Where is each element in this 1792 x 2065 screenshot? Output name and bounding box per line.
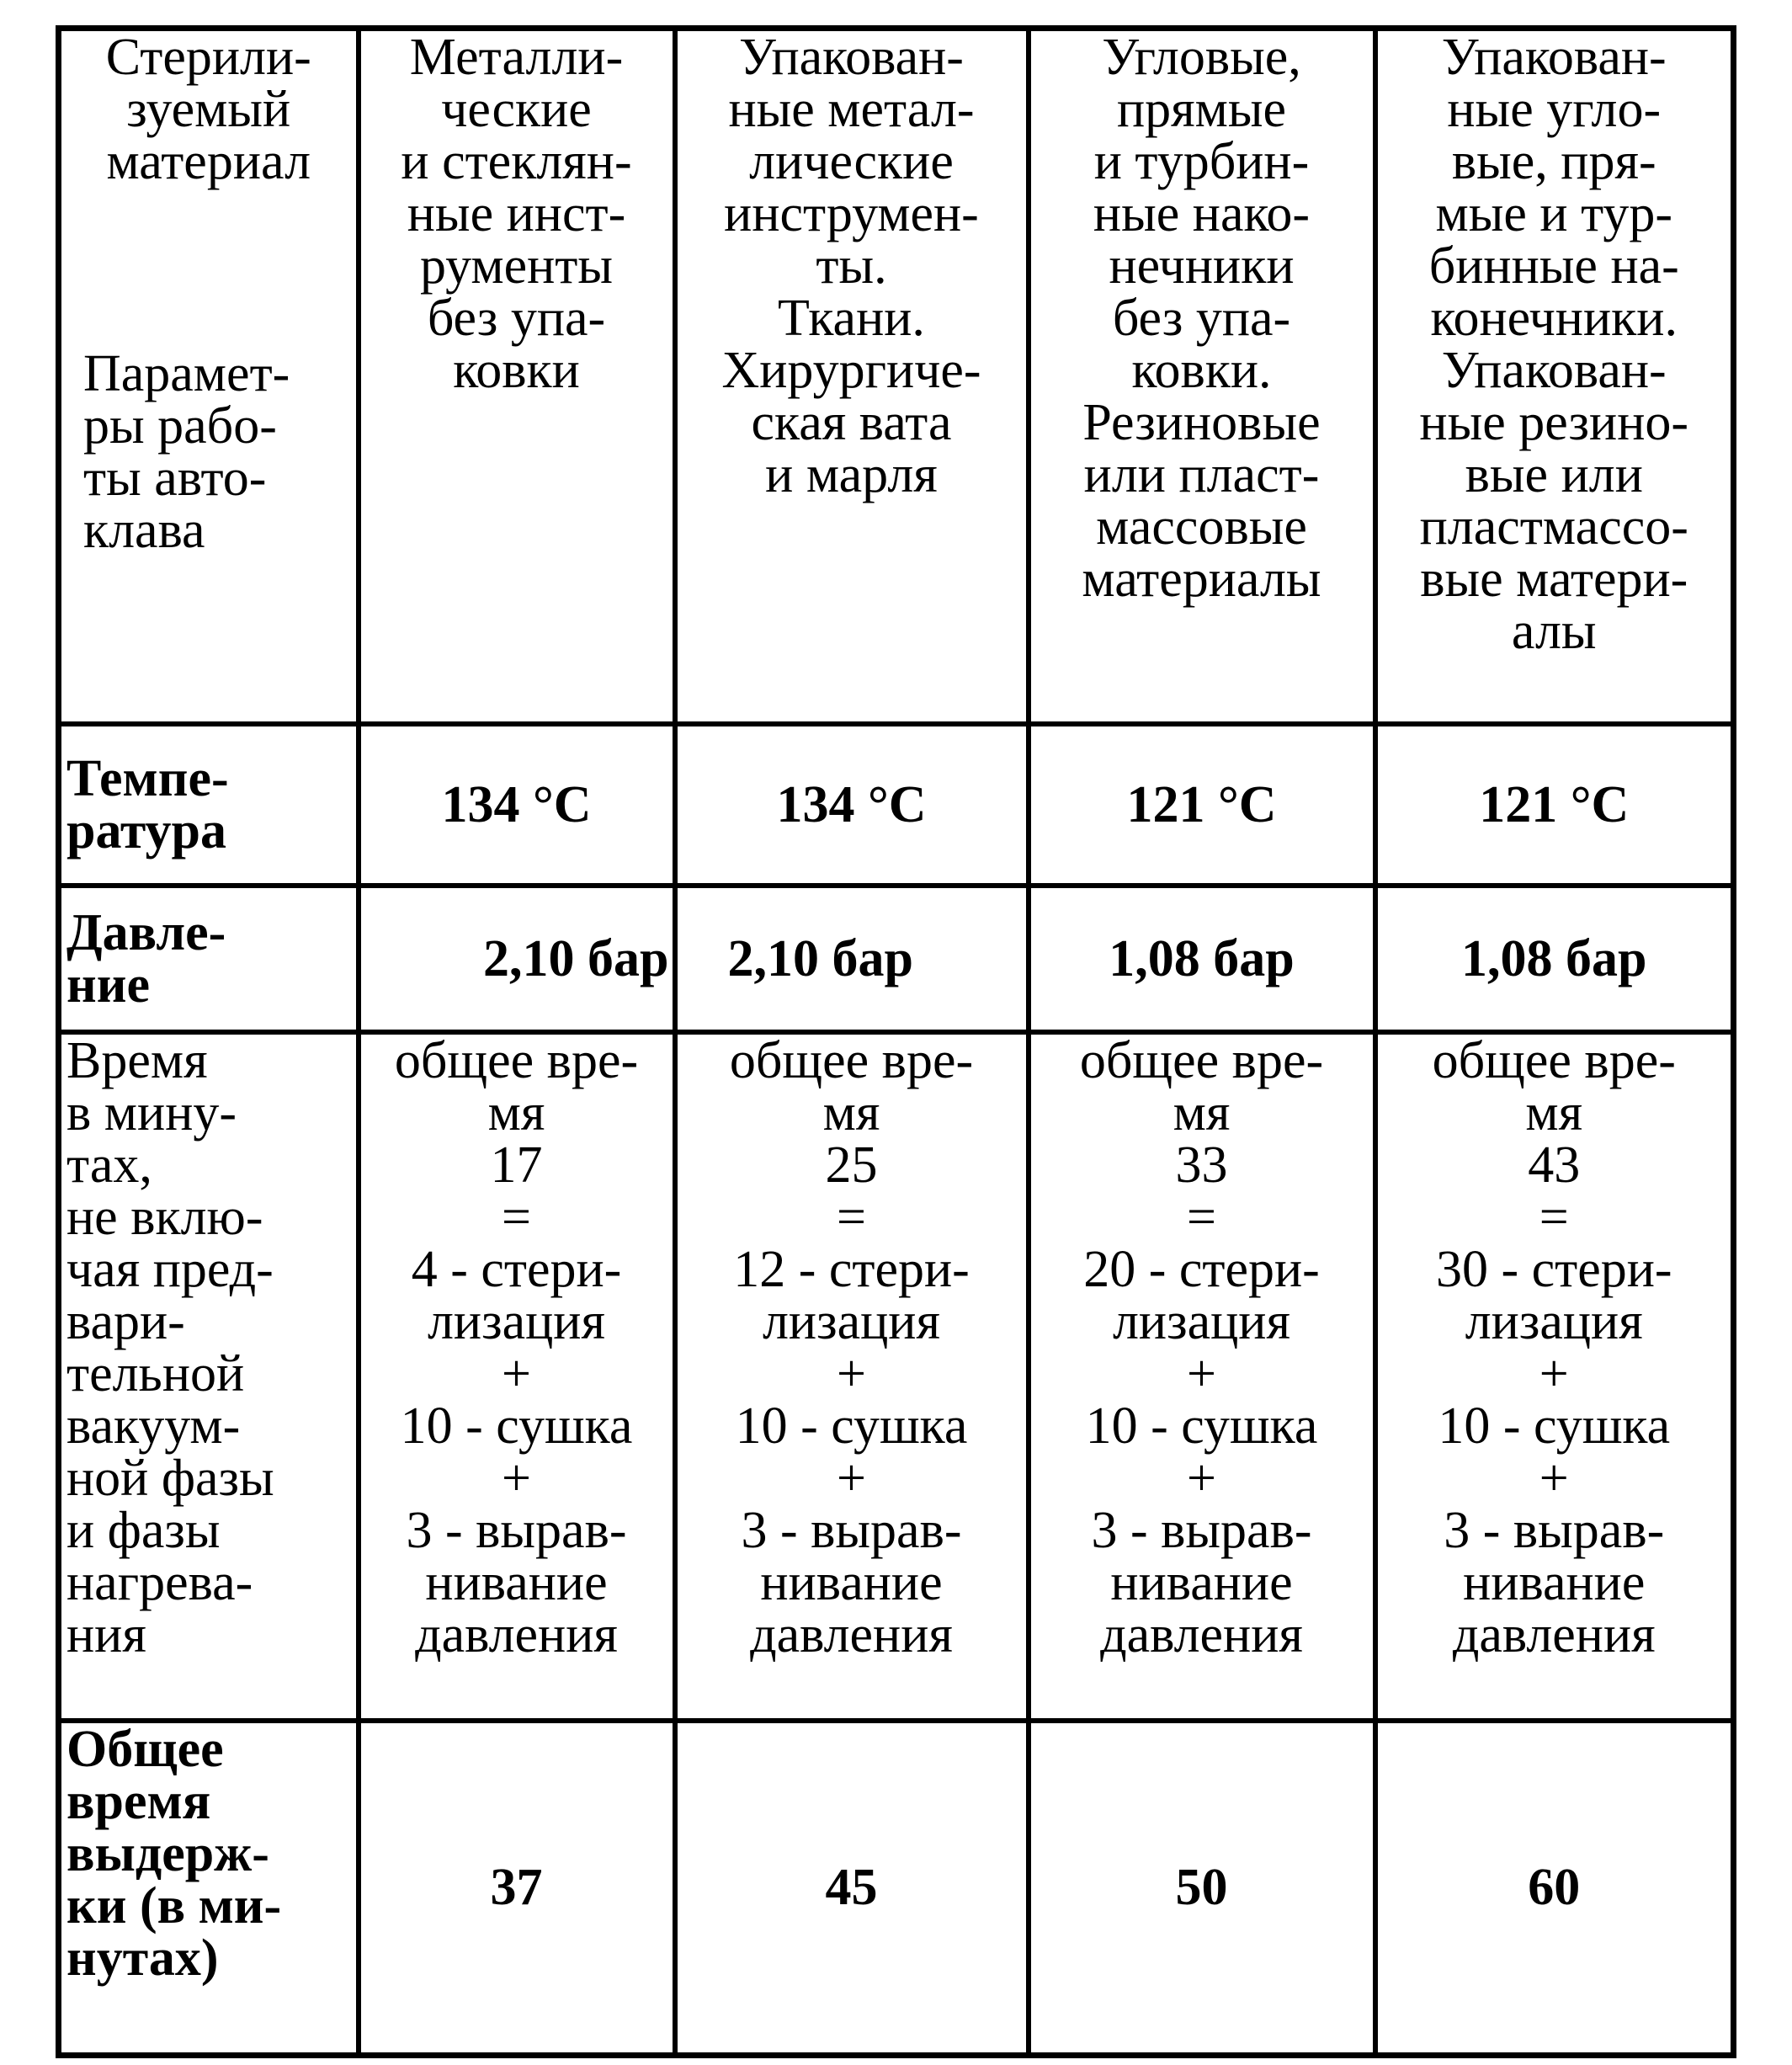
autoclave-parameters-label: Парамет- ры рабо- ты авто- клава: [83, 345, 290, 559]
time-label-text: Время в мину- тах, не вклю- чая пред- вари- тельной вакуум- ной фазы и фазы нагрева- ния: [66, 1031, 274, 1663]
header-col-4-text: Упакован- ные угло- вые, пря- мые и тур- бинные на- конечники. Упакован- ные резино- вые или пластмассо- вые матери- алы: [1419, 29, 1689, 660]
header-col-2-text: Упакован- ные метал- лические инструмен- ты. Ткани. Хирургиче- ская вата и марля: [721, 29, 981, 503]
temperature-row: [59, 724, 1734, 886]
header-corner-cell: [59, 29, 359, 724]
pressure-value: 1,08 бар: [1029, 886, 1375, 1032]
time-breakdown-text: общее вре- мя 33 = 20 - стери- лизация + 10 - сушка + 3 - вырав- нивание давления: [1079, 1031, 1324, 1663]
header-row: [59, 29, 1734, 724]
time-breakdown-cell: [675, 1032, 1029, 1721]
temperature-value: 134 °C: [675, 724, 1029, 886]
sterilized-material-label: Стерили- зуемый материал: [105, 29, 311, 190]
temperature-label: [59, 724, 359, 886]
total-hold-time-label-text: Общее время выдерж- ки (в ми- нутах): [66, 1720, 282, 1987]
time-breakdown-cell: [1375, 1032, 1734, 1721]
total-hold-time-value: 37: [359, 1721, 675, 2056]
temperature-value: 134 °C: [359, 724, 675, 886]
header-col-1: [359, 29, 675, 724]
time-label: [59, 1032, 359, 1721]
total-hold-time-value: 60: [1375, 1721, 1734, 2056]
temperature-value: 121 °C: [1029, 724, 1375, 886]
header-col-3: [1029, 29, 1375, 724]
autoclave-parameters-table: [56, 25, 1736, 2058]
time-breakdown-text: общее вре- мя 17 = 4 - стери- лизация + 10 - сушка + 3 - вырав- нивание давления: [394, 1031, 639, 1663]
total-hold-time-row: [59, 1721, 1734, 2056]
header-col-4: [1375, 29, 1734, 724]
pressure-row: [59, 886, 1734, 1032]
pressure-label-text: Давле- ние: [66, 903, 226, 1014]
total-hold-time-label: [59, 1721, 359, 2056]
temperature-value: 121 °C: [1375, 724, 1734, 886]
pressure-label: [59, 886, 359, 1032]
total-hold-time-value: 50: [1029, 1721, 1375, 2056]
time-breakdown-text: общее вре- мя 43 = 30 - стери- лизация + 10 - сушка + 3 - вырав- нивание давления: [1432, 1031, 1676, 1663]
time-breakdown-cell: [359, 1032, 675, 1721]
header-col-3-text: Угловые, прямые и турбин- ные нако- нечники без упа- ковки. Резиновые или пласт- массовые материалы: [1082, 29, 1321, 608]
pressure-value: 1,08 бар: [1375, 886, 1734, 1032]
total-hold-time-value: 45: [675, 1721, 1029, 2056]
temperature-label-text: Темпе- ратура: [66, 749, 229, 860]
time-breakdown-text: общее вре- мя 25 = 12 - стери- лизация + 10 - сушка + 3 - вырав- нивание давления: [729, 1031, 974, 1663]
pressure-value: 2,10 бар: [359, 886, 675, 1032]
header-col-2: [675, 29, 1029, 724]
time-breakdown-cell: [1029, 1032, 1375, 1721]
pressure-value: 2,10 бар: [675, 886, 1029, 1032]
time-row: [59, 1032, 1734, 1721]
header-col-1-text: Металли- ческие и стеклян- ные инст- рументы без упа- ковки: [401, 29, 632, 399]
